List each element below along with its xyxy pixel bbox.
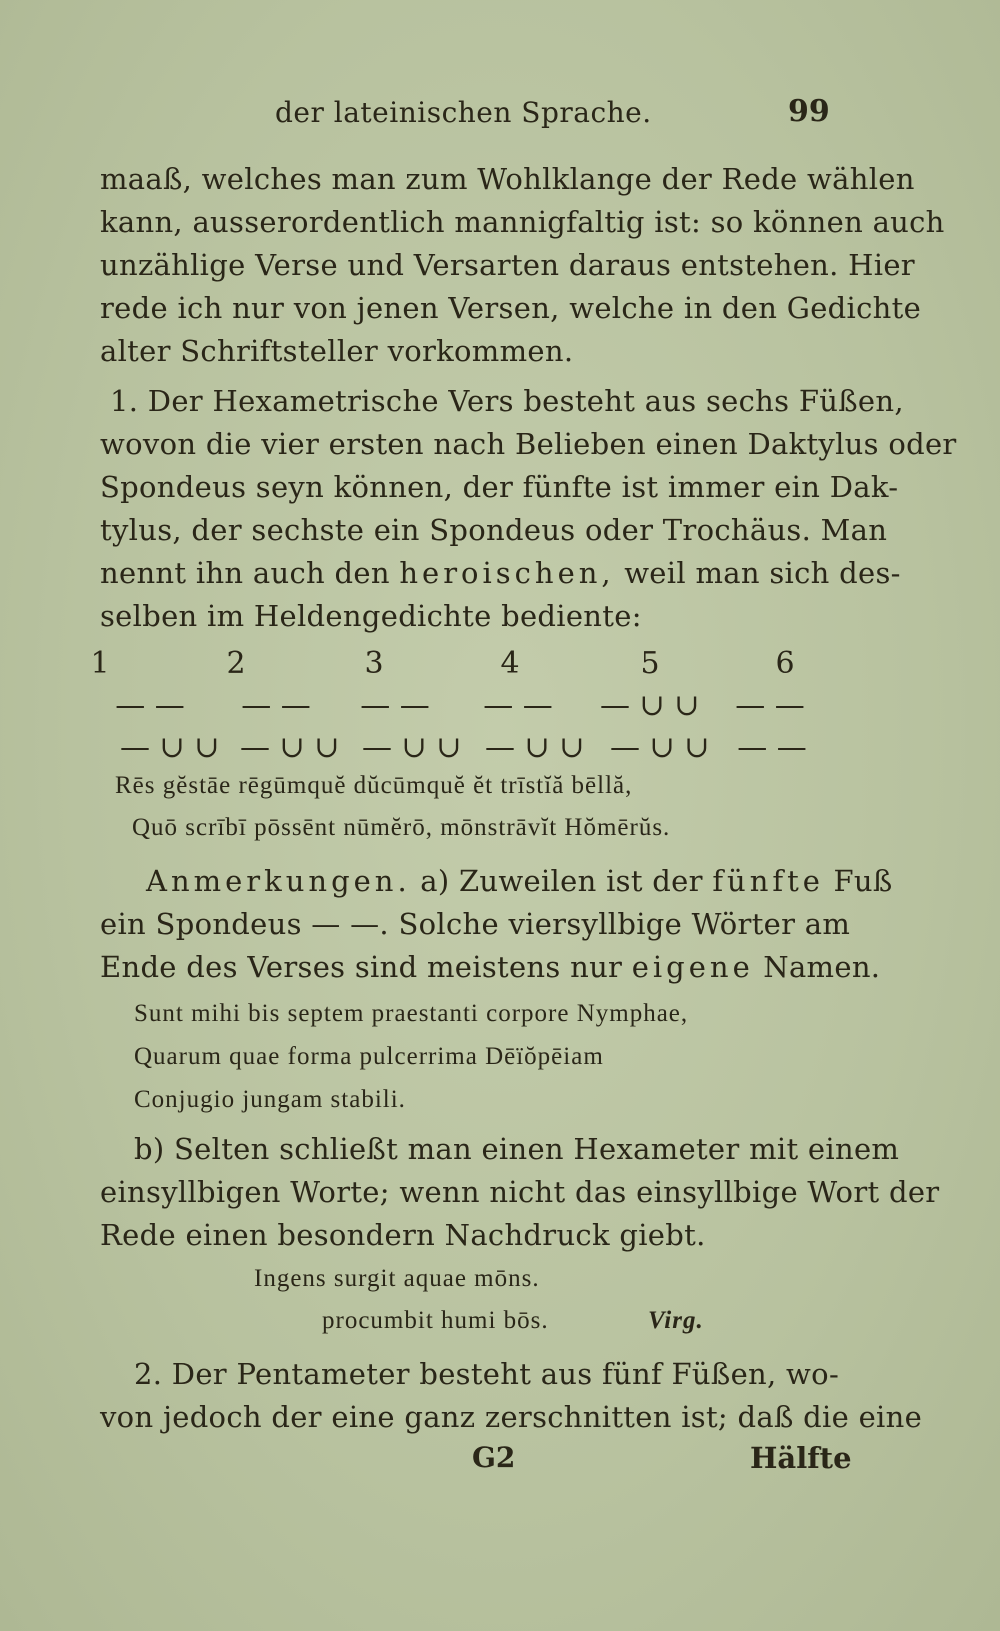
text-segment: Fuß xyxy=(833,864,893,898)
foot-number: 3 xyxy=(364,646,384,681)
spaced-emphasis: fünfte xyxy=(712,864,824,898)
text-line: Spondeus seyn können, der fünfte ist immer ein Dak- xyxy=(100,470,899,504)
text-line: tylus, der sechste ein Spondeus oder Trochäus. Man xyxy=(100,513,888,547)
text-line xyxy=(100,950,880,984)
foot-number: 1 xyxy=(90,646,110,681)
foot-number: 5 xyxy=(640,646,660,681)
foot-number: 6 xyxy=(775,646,795,681)
latin-example-line: Quō scrībī pōssēnt nūmĕrō, mōnstrāvĭt Hŏmērŭs. xyxy=(132,814,671,841)
meter-foot: — ∪ ∪ xyxy=(120,730,220,765)
foot-number: 2 xyxy=(226,646,246,681)
latin-example-line: Rēs gĕstāe rēgūmquĕ dŭcūmquĕ ĕt trīstĭă bēllă, xyxy=(115,772,633,799)
meter-foot: — ∪ ∪ xyxy=(240,730,340,765)
latin-example-line: Sunt mihi bis septem praestanti corpore Nymphae, xyxy=(134,1000,689,1027)
foot-number: 4 xyxy=(500,646,520,681)
page-header xyxy=(0,88,1000,138)
text-line: von jedoch der eine ganz zerschnitten ist; daß die eine xyxy=(100,1400,923,1434)
spaced-emphasis: eigene xyxy=(631,950,754,984)
text-segment: a) Zuweilen ist der xyxy=(420,864,703,898)
text-segment: nennt ihn auch den xyxy=(100,556,390,590)
text-line: einsyllbigen Worte; wenn nicht das einsyllbige Wort der xyxy=(100,1175,940,1209)
signature-mark: G2 xyxy=(472,1441,516,1474)
text-segment: Namen. xyxy=(763,950,881,984)
text-segment: Ende des Verses sind meistens nur xyxy=(100,950,623,984)
text-line: alter Schriftsteller vorkommen. xyxy=(100,334,574,368)
text-line: b) Selten schließt man einen Hexameter mit einem xyxy=(134,1132,900,1166)
text-line xyxy=(100,556,901,590)
spaced-emphasis: heroischen, xyxy=(399,556,615,590)
catchword: Hälfte xyxy=(750,1441,852,1475)
text-line: unzählige Verse und Versarten daraus entstehen. Hier xyxy=(100,248,915,282)
latin-example-line: Ingens surgit aquae mōns. xyxy=(254,1265,540,1292)
foot-numbers xyxy=(90,646,830,686)
meter-foot: — — xyxy=(735,688,805,723)
page-number: 99 xyxy=(788,94,830,129)
meter-foot: — — xyxy=(483,688,553,723)
text-line: selben im Heldengedichte bediente: xyxy=(100,599,642,633)
meter-foot: — — xyxy=(737,730,807,765)
text-line: maaß, welches man zum Wohlklange der Rede wählen xyxy=(100,162,915,196)
latin-example-line: procumbit humi bōs. xyxy=(322,1307,549,1334)
meter-foot: — — xyxy=(241,688,311,723)
meter-scheme-row-1 xyxy=(100,688,830,728)
meter-foot: — — xyxy=(360,688,430,723)
latin-example-line: Quarum quae forma pulcerrima Dēïŏpēiam xyxy=(134,1043,604,1070)
meter-foot: — — xyxy=(115,688,185,723)
text-line xyxy=(146,864,893,898)
text-line: ein Spondeus — —. Solche viersyllbige Wörter am xyxy=(100,907,851,941)
meter-foot: — ∪ ∪ xyxy=(362,730,462,765)
text-line: wovon die vier ersten nach Belieben einen Daktylus oder xyxy=(100,427,957,461)
remarks-label: Anmerkungen. xyxy=(146,864,411,898)
meter-foot: — ∪ ∪ xyxy=(610,730,710,765)
source-citation: Virg. xyxy=(648,1307,704,1334)
text-line: rede ich nur von jenen Versen, welche in den Gedichte xyxy=(100,291,922,325)
text-segment: weil man sich des- xyxy=(624,556,901,590)
text-line: 1. Der Hexametrische Vers besteht aus sechs Füßen, xyxy=(110,384,904,418)
running-head: der lateinischen Sprache. xyxy=(275,96,652,129)
text-line: kann, ausserordentlich mannigfaltig ist: so können auch xyxy=(100,205,945,239)
meter-foot: — ∪ ∪ xyxy=(600,688,700,723)
latin-example-line: Conjugio jungam stabili. xyxy=(134,1086,406,1113)
text-line: Rede einen besondern Nachdruck giebt. xyxy=(100,1218,706,1252)
text-line: 2. Der Pentameter besteht aus fünf Füßen, wo- xyxy=(134,1357,840,1391)
meter-scheme-row-2 xyxy=(100,730,830,770)
meter-foot: — ∪ ∪ xyxy=(485,730,585,765)
